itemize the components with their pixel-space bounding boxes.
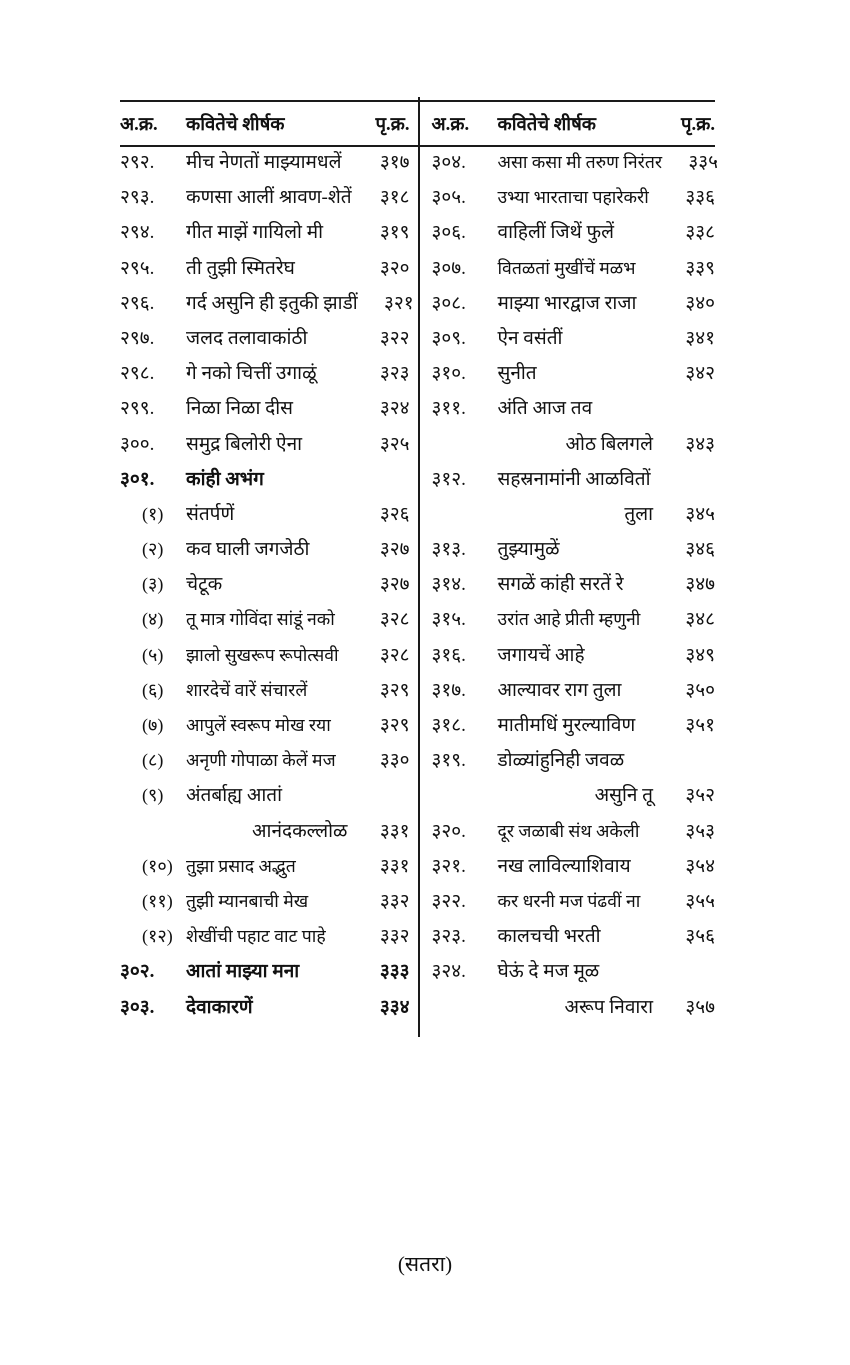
toc-entry-page: ३५४ <box>685 855 715 877</box>
toc-entry-page: ३३५ <box>688 152 719 173</box>
toc-entry-title: तुझा प्रसाद अद्भुत <box>186 855 296 876</box>
toc-entry-number: (९) <box>142 785 164 806</box>
toc-entry-page: ३२८ <box>379 644 410 666</box>
toc-entry[interactable] <box>431 152 719 173</box>
toc-entry-title: वाहिलीं जिथें फुलें <box>497 222 614 244</box>
toc-entry-number: ३२१. <box>431 855 466 877</box>
toc-entry-page: ३३६ <box>685 187 715 209</box>
toc-entry[interactable] <box>120 892 410 911</box>
toc-entry[interactable] <box>432 259 716 278</box>
toc-entry[interactable] <box>120 540 410 559</box>
toc-entry-title: झालो सुखरूप रूपोत्सवी <box>186 644 339 665</box>
toc-entry-number: ३१९. <box>431 750 466 772</box>
header-left-number-label: अ.क्र. <box>120 115 158 135</box>
toc-entry-title: निळा निळा दीस <box>186 398 294 420</box>
toc-entry-number: २९८. <box>120 363 155 385</box>
toc-entry-number: ३०२. <box>120 961 155 983</box>
toc-entry[interactable] <box>120 822 410 841</box>
toc-entry[interactable] <box>120 575 410 594</box>
toc-entry-page: ३४५ <box>685 503 715 525</box>
toc-entry[interactable] <box>120 292 414 314</box>
toc-entry-title: वितळतां मुखींचें मळभ <box>497 257 636 278</box>
toc-entry-title: मातीमधिं मुरल्याविण <box>497 715 636 736</box>
toc-entry-title: आनंदकल्लोळ <box>252 820 348 842</box>
toc-entry-number: ३१३. <box>431 539 466 561</box>
toc-entry-number: ३१४. <box>431 574 466 596</box>
toc-entry-page: ३५१ <box>685 715 715 736</box>
toc-entry-page: ३२१ <box>384 292 414 314</box>
toc-entry-page: ३२९ <box>379 715 410 736</box>
toc-entry[interactable] <box>432 892 716 911</box>
toc-entry-title: गीत माझें गायिलो मी <box>186 222 323 244</box>
toc-entry-number: (६) <box>142 679 164 700</box>
toc-entry-title: कांही अभंग <box>186 468 264 490</box>
header-right-column <box>418 111 716 136</box>
toc-entry-page: ३४६ <box>685 539 715 561</box>
toc-entry[interactable] <box>120 399 410 418</box>
toc-entry-page: ३२६ <box>379 503 410 525</box>
toc-entry-title: चेटूक <box>186 574 223 596</box>
toc-entry-title: सहस्रनामांनी आळवितों <box>497 468 651 490</box>
toc-entry[interactable] <box>120 188 410 207</box>
toc-entry[interactable] <box>432 998 716 1017</box>
toc-entry[interactable] <box>432 188 716 207</box>
toc-entry[interactable] <box>432 329 716 348</box>
header-left-title-label: कवितेचे शीर्षक <box>186 115 285 135</box>
toc-entry[interactable] <box>432 294 716 313</box>
toc-entry-title: उभ्या भारताचा पहारेकरी <box>497 187 649 208</box>
toc-entry-title: कालचची भरती <box>497 926 601 948</box>
toc-entry-title: अरूप निवारा <box>564 996 653 1018</box>
toc-entry-number: २९७. <box>120 327 155 349</box>
toc-entry-page: ३५६ <box>685 926 715 948</box>
toc-entry[interactable] <box>432 575 716 594</box>
toc-entry-number: ३१५. <box>431 609 466 631</box>
toc-entry-page: ३३९ <box>685 257 715 279</box>
toc-entry-title: कर धरनी मज पंढवीं ना <box>497 890 641 911</box>
toc-entry-number: (१) <box>142 503 164 524</box>
toc-entry[interactable] <box>432 857 716 876</box>
toc-entry-title: जगायचें आहे <box>497 644 585 666</box>
toc-entry-number: २९३. <box>120 187 155 209</box>
toc-entry-page: ३४३ <box>685 433 715 455</box>
toc-entry-page: ३२५ <box>379 433 410 455</box>
toc-entry[interactable] <box>120 751 410 770</box>
toc-entry[interactable] <box>120 962 410 981</box>
toc-left-column <box>120 153 418 1033</box>
toc-entry[interactable] <box>432 435 716 454</box>
toc-entry[interactable] <box>120 364 410 383</box>
toc-entry-page: ३२० <box>379 257 410 279</box>
toc-entry-number: (२) <box>142 539 164 560</box>
toc-entry[interactable] <box>432 822 716 841</box>
toc-entry-number: (४) <box>142 609 164 630</box>
toc-entry-page: ३५३ <box>685 820 715 842</box>
toc-entry[interactable] <box>120 786 410 805</box>
toc-entry-title: नख लाविल्याशिवाय <box>497 855 631 877</box>
toc-entry-number: ३२४. <box>431 961 466 983</box>
toc-entry-page: ३३४ <box>379 996 410 1018</box>
toc-entry-title: आल्यावर राग तुला <box>497 679 622 701</box>
toc-entry[interactable] <box>432 364 716 383</box>
toc-entry-number: ३००. <box>120 433 155 455</box>
header-right-number-label: अ.क्र. <box>431 115 470 135</box>
toc-entry[interactable] <box>432 399 716 418</box>
toc-entry-number: ३०९. <box>431 327 466 349</box>
toc-entry-page: ३४८ <box>685 609 715 631</box>
toc-entry-title: अंतर्बाह्य आतां <box>186 785 282 807</box>
header-left-page-label: पृ.क्र. <box>375 115 410 135</box>
toc-entry-number: (१२) <box>142 926 173 947</box>
toc-entry-page: ३२४ <box>379 398 410 420</box>
toc-entry-title: शारदेचें वारें संचारलें <box>186 679 308 700</box>
toc-entry-title: तुझी म्यानबाची मेख <box>186 890 309 911</box>
toc-entry-number: (३) <box>142 574 164 595</box>
toc-entry-page: ३२२ <box>379 327 410 349</box>
toc-entry[interactable] <box>120 646 410 665</box>
toc-entry-page: ३२७ <box>379 539 410 561</box>
toc-entry-number: ३०५. <box>431 187 466 209</box>
toc-entry-number: ३०४. <box>431 152 466 173</box>
toc-entry-page: ३४० <box>685 292 715 314</box>
toc-entry[interactable] <box>432 786 716 805</box>
header-right-page-label: पृ.क्र. <box>681 115 715 135</box>
header-right-title-label: कवितेचे शीर्षक <box>497 115 596 135</box>
toc-entry-page: ३३२ <box>379 890 410 912</box>
toc-entry[interactable] <box>120 927 410 946</box>
toc-entry[interactable] <box>120 716 410 735</box>
toc-entry-page: ३२९ <box>379 679 410 701</box>
toc-entry-title: असा कसा मी तरुण निरंतर <box>497 152 663 172</box>
toc-entry-number: ३०१. <box>120 468 155 490</box>
toc-body <box>120 147 719 1033</box>
toc-entry-page: ३५० <box>685 679 715 701</box>
toc-entry-title: माझ्या भारद्वाज राजा <box>497 292 637 314</box>
toc-entry-number: २९४. <box>120 222 155 244</box>
toc-entry-title: दूर जळाबी संथ अकेली <box>497 820 640 841</box>
toc-entry-page: ३३३ <box>379 961 410 983</box>
toc-entry-title: गर्द असुनि ही इतुकी झाडीं <box>186 292 358 314</box>
toc-entry-number: ३११. <box>431 398 466 420</box>
toc-entry-page: ३५२ <box>685 785 715 807</box>
toc-entry-title: मीच नेणतों माझ्यामधलें <box>186 152 342 173</box>
page-folio: (सतरा) <box>397 1252 453 1276</box>
toc-entry[interactable] <box>432 610 716 629</box>
toc-entry-title: असुनि तू <box>594 785 653 807</box>
header-left-column <box>120 111 418 136</box>
table-of-contents <box>120 100 719 1033</box>
toc-entry-title: सगळें कांही सरतें रे <box>497 574 624 596</box>
toc-entry-page: ३४७ <box>685 574 715 596</box>
toc-entry-title: ऐन वसंतीं <box>497 327 563 349</box>
toc-entry-number: ३१२. <box>431 468 466 490</box>
toc-entry-number: ३०३. <box>120 996 155 1018</box>
toc-entry-title: आतां माझ्या मना <box>186 961 300 983</box>
toc-entry[interactable] <box>432 716 716 735</box>
toc-entry[interactable] <box>120 153 410 172</box>
toc-entry-number: ३२०. <box>431 820 466 842</box>
toc-entry[interactable] <box>120 259 410 278</box>
toc-entry-title: कव घाली जगजेठी <box>186 539 310 561</box>
toc-entry-page: ३१९ <box>379 222 410 244</box>
toc-entry-title: तू मात्र गोविंदा सांडूं नको <box>186 609 335 630</box>
toc-entry-title: तुझ्यामुळें <box>497 539 560 561</box>
toc-entry-page: ३४१ <box>685 327 715 349</box>
column-divider <box>418 97 420 1037</box>
toc-entry[interactable] <box>432 470 716 489</box>
toc-entry-number: ३२२. <box>431 890 466 912</box>
toc-entry[interactable] <box>120 329 410 348</box>
toc-entry-number: २९९. <box>120 398 155 420</box>
toc-entry-title: जलद तलावाकांठी <box>186 327 308 349</box>
toc-entry[interactable] <box>120 998 410 1017</box>
toc-entry-number: ३०६. <box>431 222 466 244</box>
toc-entry-page: ३३१ <box>379 855 410 877</box>
toc-entry-page: ३१८ <box>379 187 410 209</box>
toc-entry-number: २९५. <box>120 257 155 279</box>
toc-entry-title: घेऊं दे मज मूळ <box>497 961 600 983</box>
toc-entry-number: (१०) <box>142 855 173 876</box>
toc-right-column <box>418 152 719 1033</box>
toc-entry-page: ३३१ <box>379 820 410 842</box>
toc-entry-title: आपुलें स्वरूप मोख रया <box>186 715 331 735</box>
toc-entry[interactable] <box>432 223 716 242</box>
toc-entry-page: ३४९ <box>685 644 715 666</box>
toc-entry-number: (५) <box>142 644 164 665</box>
toc-entry-page: ३५५ <box>685 890 715 912</box>
toc-entry-title: तुला <box>624 503 653 525</box>
toc-entry-page: ३५७ <box>685 996 715 1018</box>
toc-entry[interactable] <box>432 646 716 665</box>
toc-entry-page: ३४२ <box>685 363 715 385</box>
toc-entry-title: डोळ्यांहुनिही जवळ <box>497 750 625 772</box>
toc-entry[interactable] <box>120 470 410 489</box>
toc-entry-page: ३२३ <box>379 363 410 385</box>
toc-entry-page: ३१७ <box>379 152 410 173</box>
toc-entry-title: समुद्र बिलोरी ऐना <box>186 433 303 455</box>
toc-entry[interactable] <box>432 681 716 700</box>
toc-entry-title: गे नको चित्तीं उगाळूं <box>186 363 317 385</box>
toc-entry-page: ३२७ <box>379 574 410 596</box>
toc-entry[interactable] <box>120 435 410 454</box>
toc-entry[interactable] <box>432 927 716 946</box>
toc-entry[interactable] <box>432 962 716 981</box>
toc-entry-title: संतर्पणें <box>186 503 235 525</box>
toc-entry-title: कणसा आलीं श्रावण-शेतें <box>186 187 352 209</box>
toc-entry-title: उरांत आहे प्रीती म्हणुनी <box>497 609 641 630</box>
toc-entry-page: ३३२ <box>379 926 410 948</box>
toc-entry-title: ती तुझी स्मितरेघ <box>186 257 295 279</box>
toc-entry-title: अंति आज तव <box>497 398 593 420</box>
toc-entry-number: (८) <box>142 750 164 771</box>
toc-entry-number: २९२. <box>120 152 155 173</box>
toc-entry-number: ३१८. <box>431 715 466 736</box>
toc-entry-title: सुनीत <box>497 363 537 385</box>
toc-entry-number: ३०८. <box>431 292 466 314</box>
toc-entry-number: (११) <box>142 890 173 911</box>
toc-entry[interactable] <box>120 223 410 242</box>
toc-entry-number: ३१०. <box>431 363 466 385</box>
toc-entry[interactable] <box>120 857 410 876</box>
toc-entry[interactable] <box>432 540 716 559</box>
toc-entry-page: ३३८ <box>685 222 715 244</box>
toc-entry-title: देवाकारणें <box>186 996 253 1018</box>
toc-entry[interactable] <box>120 681 410 700</box>
toc-entry[interactable] <box>432 751 716 770</box>
toc-entry[interactable] <box>432 505 716 524</box>
toc-entry[interactable] <box>120 505 410 524</box>
toc-entry-title: अनृणी गोपाळा केलें मज <box>186 750 336 771</box>
toc-entry[interactable] <box>120 610 410 629</box>
toc-entry-title: शेखींची पहाट वाट पाहे <box>186 926 326 947</box>
toc-entry-number: ३१६. <box>431 644 466 666</box>
toc-entry-page: ३३० <box>379 750 410 772</box>
toc-entry-page: ३२८ <box>379 609 410 631</box>
toc-entry-number: २९६. <box>120 292 155 314</box>
toc-entry-number: (७) <box>142 715 164 735</box>
toc-entry-number: ३२३. <box>431 926 466 948</box>
toc-entry-number: ३०७. <box>431 257 466 279</box>
toc-entry-title: ओठ बिलगले <box>565 433 653 455</box>
toc-entry-number: ३१७. <box>431 679 466 701</box>
